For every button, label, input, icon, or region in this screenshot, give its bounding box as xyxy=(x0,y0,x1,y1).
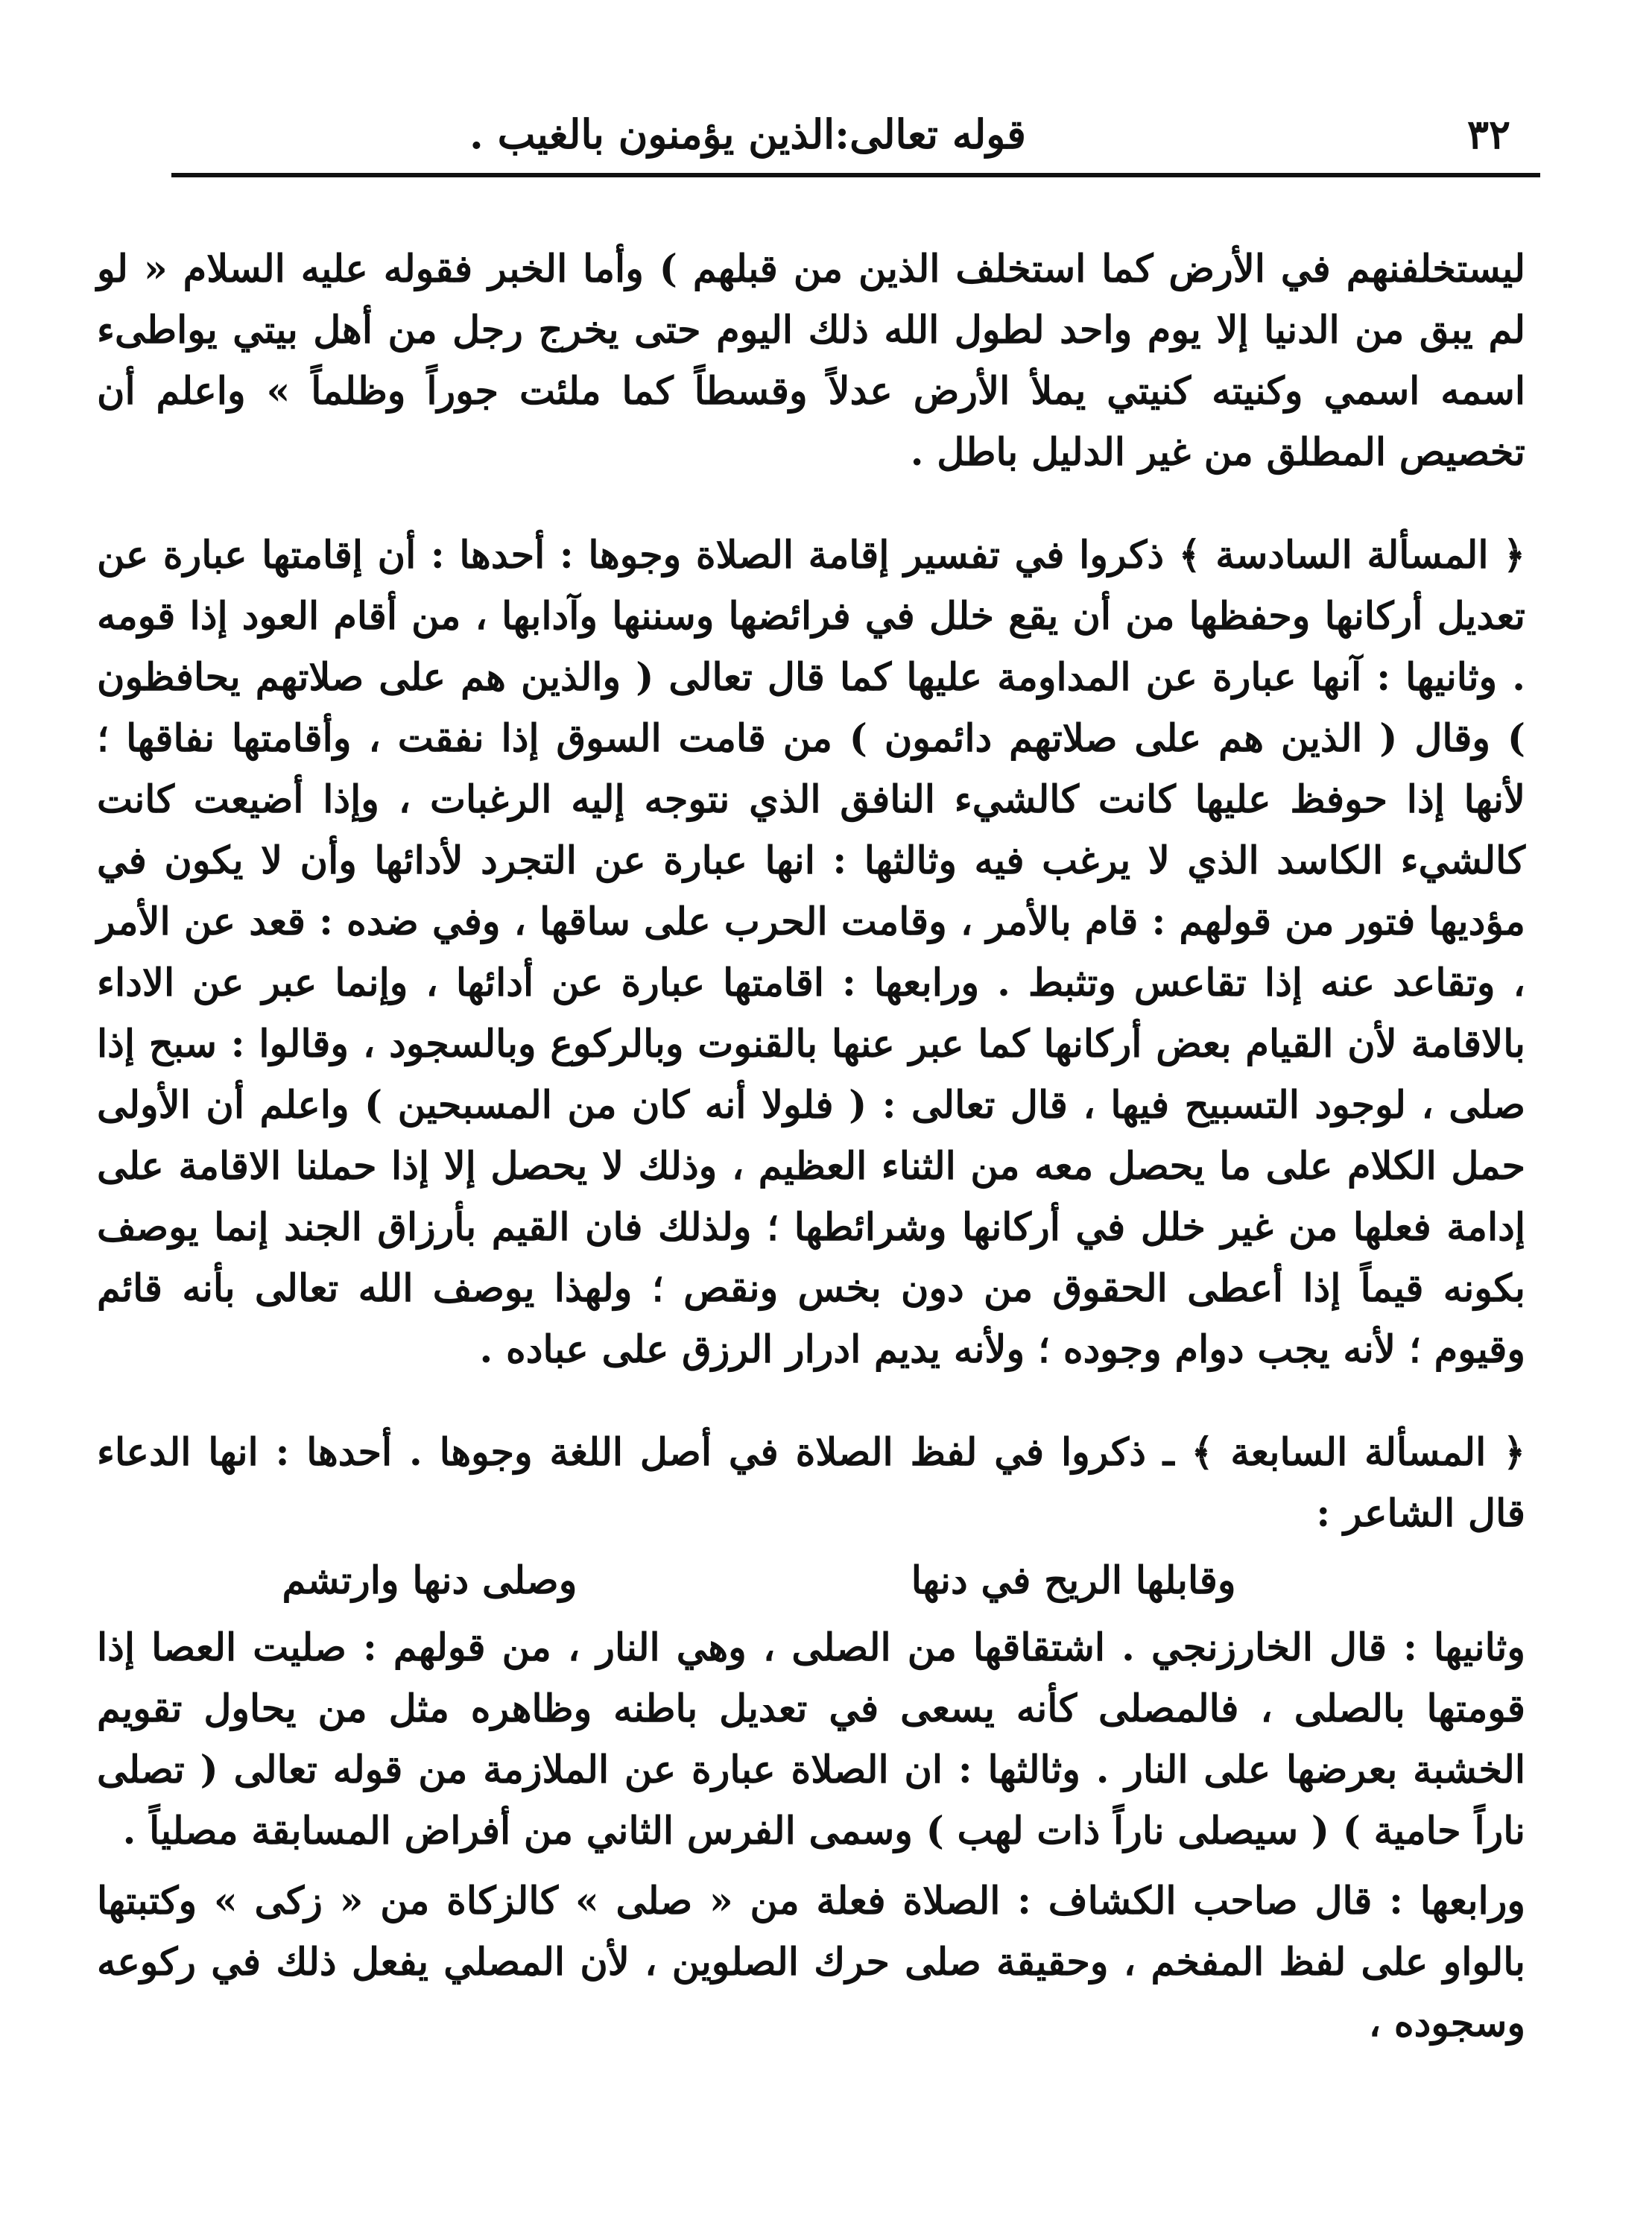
page-header xyxy=(171,104,1540,164)
running-title: قوله تعالى:الذين يؤمنون بالغيب . xyxy=(469,110,1026,158)
paragraph-hadith: ليستخلفنهم في الأرض كما استخلف الذين من قبلهم ) وأما الخبر فقوله عليه السلام « لو لم يبق من الدنيا إلا يوم واحد لطول الله ذلك اليوم حتى يخرج رجل من أهل بيتي يواطىء اسمه اسمي وكنيته كنيتي يملأ الأرض عدلاً وقسطاً كما ملئت جوراً وظلماً » واعلم أن تخصيص المطلق من غير الدليل باطل . xyxy=(97,247,1525,475)
verse-first-hemistich: وقابلها الريح في دنها xyxy=(911,1558,1236,1603)
page-number: ٣٢ xyxy=(1466,110,1510,158)
header-divider xyxy=(171,173,1540,177)
paragraph-fourth-meaning: ورابعها : قال صاحب الكشاف : الصلاة فعلة من « صلى » كالزكاة من « زكى » وكتبتها بالواو على لفظ المفخم ، وحقيقة صلى حرك الصلوين ، لأن المصلي يفعل ذلك في ركوعه وسجوده ، xyxy=(97,1879,1525,2046)
poetry-verse xyxy=(282,1550,1341,1611)
paragraph-second-meaning: وثانيها : قال الخارزنجي . اشتقاقها من الصلى ، وهي النار ، من قولهم : صليت العصا إذا قومتها بالصلى ، فالمصلى كأنه يسعى في تعديل باطنه وظاهره مثل من يحاول تقويم الخشبة بعرضها على النار . وثالثها : ان الصلاة عبارة عن الملازمة من قوله تعالى ( تصلى ناراً حامية ) ( سيصلى ناراً ذات لهب ) وسمى الفرس الثاني من أفراض المسابقة مصلياً . xyxy=(97,1625,1525,1853)
verse-second-hemistich: وصلى دنها وارتشم xyxy=(282,1558,577,1603)
page-body xyxy=(97,238,1525,2054)
paragraph-issue-seven: ﴿ المسألة السابعة ﴾ ـ ذكروا في لفظ الصلاة في أصل اللغة وجوها . أحدها : انها الدعاء قال الشاعر : xyxy=(97,1430,1525,1536)
paragraph-issue-six: ﴿ المسألة السادسة ﴾ ذكروا في تفسير إقامة الصلاة وجوها : أحدها : أن إقامتها عبارة عن تعديل أركانها وحفظها من أن يقع خلل في فرائضها وسننها وآدابها ، من أقام العود إذا قومه . وثانيها : آنها عبارة عن المداومة عليها كما قال تعالى ( والذين هم على صلاتهم يحافظون ) وقال ( الذين هم على صلاتهم دائمون ) من قامت السوق إذا نفقت ، وأقامتها نفاقها ؛ لأنها إذا حوفظ عليها كانت كالشيء النافق الذي نتوجه إليه الرغبات ، وإذا أضيعت كانت كالشيء الكاسد الذي لا يرغب فيه وثالثها : انها عبارة عن التجرد لأدائها وأن لا يكون في مؤديها فتور من قولهم : قام بالأمر ، وقامت الحرب على ساقها ، وفي ضده : قعد عن الأمر ، وتقاعد عنه إذا تقاعس وتثبط . ورابعها : اقامتها عبارة عن أدائها ، وإنما عبر عن الاداء بالاقامة لأن القيام بعض أركانها كما عبر عنها بالقنوت وبالركوع وبالسجود ، وقالوا : سبح إذا صلى ، لوجود التسبيح فيها ، قال تعالى : ( فلولا أنه كان من المسبحين ) واعلم أن الأولى حمل الكلام على ما يحصل معه من الثناء العظيم ، وذلك لا يحصل إلا إذا حملنا الاقامة على إدامة فعلها من غير خلل في أركانها وشرائطها ؛ ولذلك فان القيم بأرزاق الجند إنما يوصف بكونه قيماً إذا أعطى الحقوق من دون بخس ونقص ؛ ولهذا يوصف الله تعالى بأنه قائم وقيوم ؛ لأنه يجب دوام وجوده ؛ ولأنه يديم ادرار الرزق على عباده . xyxy=(97,533,1526,1372)
